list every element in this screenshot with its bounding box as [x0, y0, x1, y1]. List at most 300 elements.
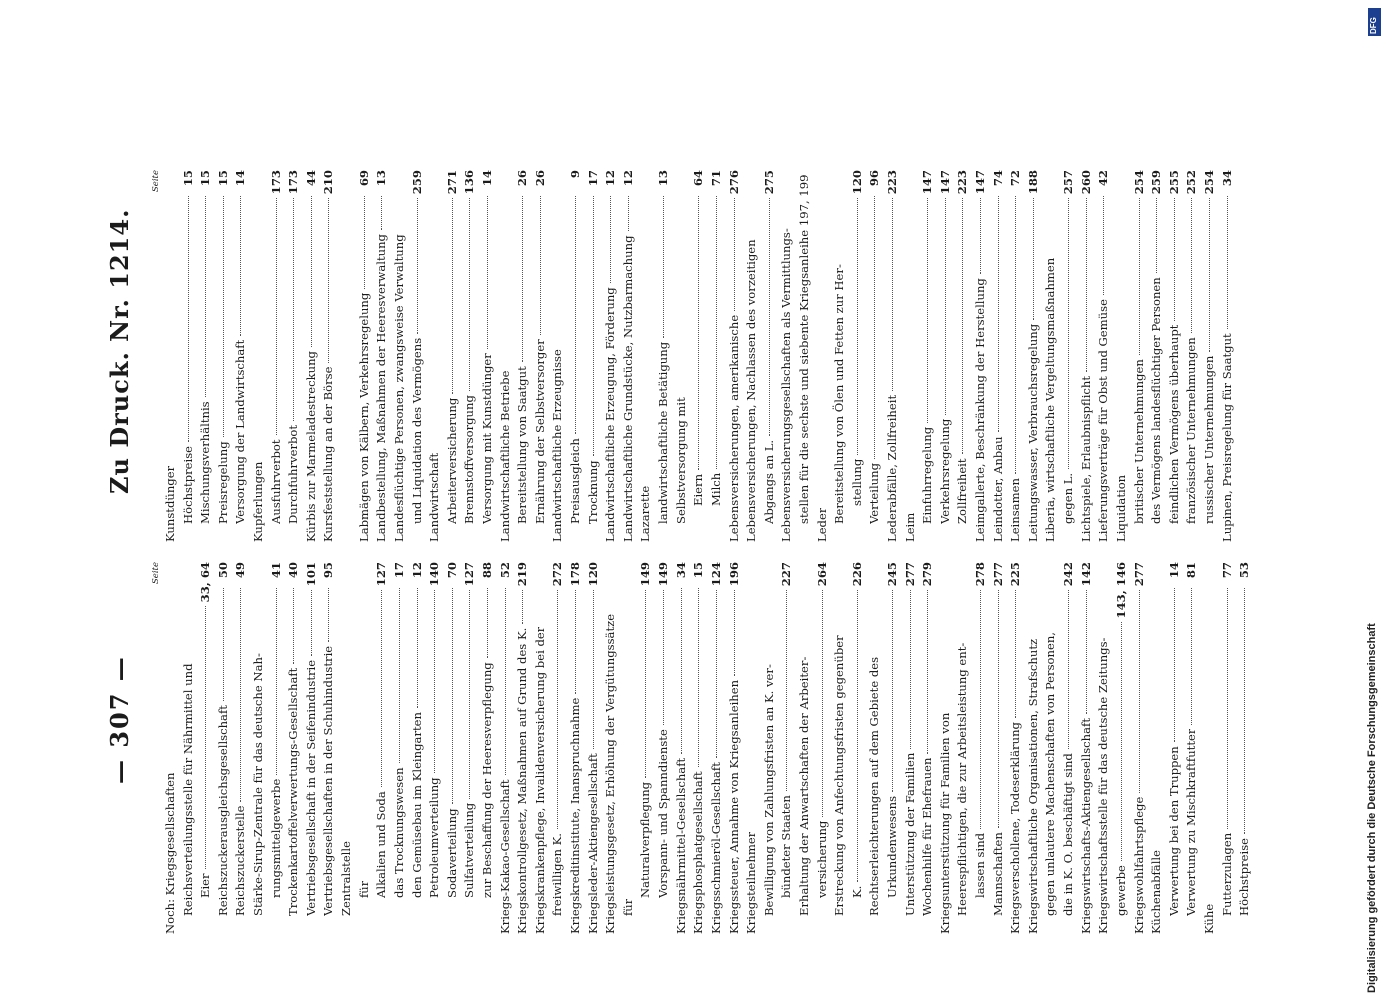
entry-page-number: 225 — [1008, 562, 1023, 587]
dot-leader — [1227, 196, 1228, 329]
rotated-document-page — [100, 170, 1252, 934]
dot-leader — [645, 590, 646, 778]
index-entry — [1095, 562, 1113, 934]
index-entry — [373, 170, 391, 542]
entry-text: Landwirtschaft — [427, 452, 442, 542]
entry-text: Lebensversicherungsgesellschaften als Vermittlungs- — [779, 228, 794, 542]
entry-page-number: 9 — [568, 170, 583, 179]
index-entry — [884, 562, 902, 934]
entry-page-number: 34 — [1219, 170, 1234, 187]
dot-leader — [822, 590, 823, 816]
index-entry — [1201, 562, 1219, 934]
index-entry — [497, 170, 515, 542]
index-entry — [655, 170, 673, 542]
index-entry — [162, 562, 180, 934]
entry-text: Petroleumverteilung — [427, 777, 442, 898]
index-entry — [620, 562, 638, 934]
dot-leader — [786, 590, 787, 791]
index-entry — [990, 170, 1008, 542]
index-entry — [1042, 170, 1060, 542]
index-entry — [409, 170, 427, 542]
entry-page-number: 259 — [1149, 170, 1164, 195]
entry-text: Erstreckung von Anfechtungsfristen gegenüber — [832, 635, 847, 916]
entry-page-number: 147 — [920, 170, 935, 195]
index-entry — [1148, 562, 1166, 934]
entry-page-number: 254 — [1201, 170, 1216, 195]
entry-text: Milch — [708, 472, 723, 506]
index-entry — [409, 562, 427, 934]
entry-text: Verwertung zu Mischkraftfutter — [1184, 728, 1199, 916]
entry-text: Lebensversicherungen, amerikanische — [726, 314, 741, 542]
entry-text: Landwirtschaftliche Betriebe — [497, 370, 512, 542]
index-entry — [197, 170, 215, 542]
entry-page-number: 96 — [867, 170, 882, 187]
index-entry — [954, 562, 972, 934]
entry-page-number: 53 — [1237, 562, 1252, 579]
index-entry — [954, 170, 972, 542]
entry-page-number: 15 — [180, 170, 195, 187]
index-entry — [831, 170, 849, 542]
index-entry — [937, 170, 955, 542]
entry-text: des Vermögens landesflüchtiger Personen — [1149, 277, 1164, 524]
dot-leader — [892, 590, 893, 792]
index-entry — [180, 562, 198, 934]
entry-text: Lieferungsverträge für Obst und Gemüse — [1096, 299, 1111, 542]
entry-page-number: 34 — [673, 562, 688, 579]
index-entry — [919, 170, 937, 542]
entry-page-number: 41 — [268, 562, 283, 579]
entry-text: Kühe — [1201, 903, 1216, 934]
entry-text: Versorgung mit Kunstdünger — [479, 353, 494, 524]
dot-leader — [1139, 198, 1140, 355]
index-entry — [1113, 170, 1131, 542]
index-entry — [285, 170, 303, 542]
index-entry — [532, 170, 550, 542]
dot-leader — [716, 590, 717, 758]
index-entry — [1025, 562, 1043, 934]
dot-leader — [188, 196, 189, 442]
entry-text: Futterzulagen — [1219, 832, 1234, 916]
index-entry — [726, 170, 744, 542]
dot-leader — [469, 198, 470, 391]
entry-text: Arbeiterversicherung — [444, 397, 459, 524]
digitization-note: Digitalisierung gefördert durch die Deutsche Forschungsgemeinschaft — [1366, 623, 1378, 993]
index-entry — [673, 562, 691, 934]
entry-text: Leinsamen — [1008, 478, 1023, 542]
entry-page-number: 74 — [990, 170, 1005, 187]
dot-leader — [998, 196, 999, 432]
entry-text: Urkundenwesens — [884, 795, 899, 898]
entry-text: Kriegskrankenpflege, Invalidenversicherung bei der — [532, 626, 547, 934]
dot-leader — [540, 196, 541, 335]
index-entry — [567, 562, 585, 934]
dot-leader — [575, 196, 576, 434]
entry-text: Rechtserleichterungen auf dem Gebiete des — [867, 656, 882, 916]
dot-leader — [276, 588, 277, 775]
entry-text: stellen für die sechste und siebente Kriegsanleihe 197, 199 — [796, 174, 811, 524]
entry-text: Stärke-Sirup-Zentrale für das deutsche Nah- — [251, 653, 266, 916]
entry-text: Naturalverpflegung — [638, 781, 653, 898]
entry-page-number: 64 — [691, 170, 706, 187]
entry-text: versicherung — [814, 820, 829, 898]
entry-text: landwirtschaftliche Betätigung — [656, 341, 671, 524]
entry-page-number: 142 — [1078, 562, 1093, 587]
index-entry — [479, 170, 497, 542]
index-entry — [1025, 170, 1043, 542]
dot-leader — [1068, 198, 1069, 469]
index-entry — [549, 170, 567, 542]
index-entry — [690, 562, 708, 934]
entry-page-number: 277 — [990, 562, 1005, 587]
index-entry — [972, 170, 990, 542]
entry-page-number: 178 — [568, 562, 583, 587]
index-entry — [356, 170, 374, 542]
entry-text: Leindotter, Anbau — [990, 436, 1005, 542]
index-entry — [1113, 562, 1131, 934]
index-entry — [902, 170, 920, 542]
entry-page-number: 52 — [497, 562, 512, 579]
entry-text: Wochenhilfe für Ehefrauen — [920, 757, 935, 916]
dot-leader — [892, 198, 893, 391]
entry-text: Zollfreiheit — [955, 458, 970, 524]
index-entry — [655, 562, 673, 934]
index-entry — [743, 562, 761, 934]
dot-leader — [399, 588, 400, 763]
entry-page-number: 275 — [761, 170, 776, 195]
dot-leader — [505, 588, 506, 775]
entry-page-number: 14 — [1166, 562, 1181, 579]
entry-text: Lupinen, Preisregelung für Saatgut — [1219, 333, 1234, 542]
dot-leader — [575, 590, 576, 693]
index-entry — [814, 562, 832, 934]
index-entry — [708, 562, 726, 934]
index-entry — [1060, 170, 1078, 542]
index-entry — [215, 170, 233, 542]
index-entry — [1201, 170, 1219, 542]
entry-text: Lebensversicherungen, Nachlassen des vorzeitigen — [744, 239, 759, 542]
index-entry — [1131, 562, 1149, 934]
entry-text: Kriegsleder-Aktiengesellschaft — [585, 753, 600, 934]
entry-text: Kriegsnährmittel-Gesellschaft — [673, 757, 688, 934]
entry-text: Leitungswasser, Verbrauchsregelung — [1025, 323, 1040, 542]
entry-text: Kriegssteuer, Annahme von Kriegsanleihen — [726, 679, 741, 934]
dot-leader — [522, 590, 523, 624]
entry-page-number: 26 — [532, 170, 547, 187]
entry-text: Reichszuckerstelle — [233, 805, 248, 916]
index-entry — [761, 562, 779, 934]
dot-leader — [610, 196, 611, 283]
entry-text: gewerbe — [1113, 865, 1128, 916]
entry-page-number: 277 — [902, 562, 917, 587]
entry-text: zur Beschaffung der Heeresverpflegung — [479, 662, 494, 898]
index-entry — [849, 562, 867, 934]
entry-text: Lederabfälle, Zollfreiheit — [884, 394, 899, 542]
entry-text: Leimgallerte, Beschränkung der Herstellung — [973, 278, 988, 542]
dot-leader — [1086, 590, 1087, 714]
index-entry — [532, 562, 550, 934]
entry-text: Reichsverteilungsstelle für Nährmittel und — [180, 663, 195, 916]
dot-leader — [452, 198, 453, 393]
entry-text: Preisregelung — [215, 441, 230, 524]
index-entry — [497, 562, 515, 934]
dot-leader — [1244, 588, 1245, 834]
seite-label: Seite — [151, 170, 161, 193]
entry-text: Kunstdünger — [163, 465, 177, 542]
index-entry — [1183, 170, 1201, 542]
entry-page-number: 40 — [286, 562, 301, 579]
index-entry — [1166, 170, 1184, 542]
entry-text: Kriegsverschollene, Todeserklärung — [1008, 722, 1023, 934]
entry-text: Kursfeststellung an der Börse — [321, 366, 336, 542]
index-entry — [250, 170, 268, 542]
index-entry — [232, 562, 250, 934]
entry-page-number: 77 — [1219, 562, 1234, 579]
index-entry — [708, 170, 726, 542]
entry-page-number: 223 — [955, 170, 970, 195]
index-entry — [602, 170, 620, 542]
entry-text: Sulfatverteilung — [462, 802, 477, 898]
entry-page-number: 72 — [1008, 170, 1023, 187]
entry-text: Trockenkartoffelverwertungs-Gesellschaft — [286, 667, 301, 916]
index-entry — [866, 562, 884, 934]
dot-leader — [328, 588, 329, 642]
entry-text: Kriegsschmieröl-Gesellschaft — [708, 762, 723, 934]
entry-page-number: 17 — [391, 562, 406, 579]
entry-text: für — [620, 898, 635, 916]
index-entry — [990, 562, 1008, 934]
dot-leader — [381, 196, 382, 230]
index-entry — [373, 562, 391, 934]
dot-leader — [364, 196, 365, 289]
index-entry — [690, 170, 708, 542]
dot-leader — [927, 590, 928, 753]
index-entry — [637, 170, 655, 542]
dot-leader — [1156, 198, 1157, 273]
entry-text: stellung — [849, 458, 864, 506]
dot-leader — [417, 198, 418, 334]
dot-leader — [1174, 198, 1175, 320]
index-entry — [232, 170, 250, 542]
entry-text: bündeter Staaten — [779, 795, 794, 898]
entry-text: Selbstversorgung mit — [673, 397, 688, 524]
entry-page-number: 81 — [1184, 562, 1199, 579]
entry-page-number: 15 — [691, 562, 706, 579]
dot-leader — [223, 196, 224, 437]
entry-page-number: 50 — [215, 562, 230, 579]
index-entry — [320, 170, 338, 542]
entry-text: Kriegsteilnehmer — [744, 831, 759, 934]
dfg-logo: DFG — [1368, 8, 1381, 36]
entry-page-number: 33, 64 — [198, 562, 213, 603]
dot-leader — [557, 590, 558, 829]
entry-page-number: 242 — [1061, 562, 1076, 587]
entry-text: Alkalien und Soda — [374, 791, 389, 898]
entry-text: Reichszuckerausgleichsgesellschaft — [215, 705, 230, 916]
index-entry — [761, 170, 779, 542]
entry-text: freiwilligen K. — [550, 833, 565, 916]
dot-leader — [293, 588, 294, 664]
entry-text: britischer Unternehmungen — [1131, 359, 1146, 524]
dot-leader — [487, 588, 488, 658]
dot-leader — [311, 196, 312, 347]
index-entry — [567, 170, 585, 542]
index-entry — [972, 562, 990, 934]
entry-page-number: 271 — [444, 170, 459, 195]
dot-leader — [240, 588, 241, 802]
index-entry — [162, 170, 180, 542]
dot-leader — [1103, 196, 1104, 295]
dot-leader — [945, 198, 946, 414]
entry-text: Eier — [198, 873, 213, 898]
index-entry — [426, 562, 444, 934]
entry-text: das Trocknungswesen — [391, 767, 406, 898]
entry-page-number: 173 — [268, 170, 283, 195]
entry-text: Bewilligung von Zahlungsfristen an K. ver- — [761, 664, 776, 916]
entry-text: rungsmittelgewerbe — [268, 778, 283, 898]
index-entry — [338, 170, 356, 542]
entry-text: Kürbis zur Marmeladestreckung — [303, 351, 318, 542]
dot-leader — [240, 196, 241, 336]
entry-text: Höchstpreise — [1237, 837, 1252, 916]
dot-leader — [1015, 590, 1016, 718]
dot-leader — [522, 196, 523, 362]
dot-leader — [381, 590, 382, 787]
entry-page-number: 13 — [374, 170, 389, 187]
index-entry — [391, 170, 409, 542]
entry-page-number: 264 — [814, 562, 829, 587]
entry-text: K. — [849, 885, 864, 898]
entry-text: Landwirtschaftliche Erzeugung, Förderung — [603, 287, 618, 542]
entry-page-number: 17 — [585, 170, 600, 187]
index-entry — [1183, 562, 1201, 934]
index-entry — [919, 562, 937, 934]
dot-leader — [1191, 588, 1192, 725]
index-entry — [778, 562, 796, 934]
entry-page-number: 95 — [321, 562, 336, 579]
entry-page-number: 70 — [444, 562, 459, 579]
dot-leader — [874, 196, 875, 459]
entry-text: Kriegswohlfahrtspflege — [1131, 796, 1146, 934]
index-entry — [778, 170, 796, 542]
entry-text: Kupferlungen — [251, 461, 266, 542]
index-entry — [285, 562, 303, 934]
entry-text: Kriegskontrollgesetz, Maßnahmen auf Grund des K. — [515, 627, 530, 934]
index-entry — [215, 562, 233, 934]
entry-text: Liquidation — [1113, 474, 1128, 542]
entry-text: Kriegskreditinstitute, Inanspruchnahme — [568, 697, 583, 934]
dot-leader — [734, 590, 735, 676]
entry-page-number: 173 — [286, 170, 301, 195]
index-entry — [391, 562, 409, 934]
entry-text: Bereitstellung von Ölen und Fetten zur Her- — [832, 264, 847, 524]
entry-text: Verteilung — [867, 462, 882, 524]
entry-page-number: 272 — [550, 562, 565, 587]
index-column-left — [151, 562, 1254, 934]
dot-leader — [980, 590, 981, 829]
entry-text: Mannschaften — [990, 832, 1005, 916]
index-entry — [1236, 562, 1254, 934]
entry-page-number: 15 — [198, 170, 213, 187]
entry-page-number: 260 — [1078, 170, 1093, 195]
index-entry — [320, 562, 338, 934]
entry-text: Unterstützung der Familien — [902, 752, 917, 916]
index-entry — [1078, 170, 1096, 542]
entry-text: die in K. O. beschäftigt sind — [1061, 753, 1076, 916]
index-entry — [1060, 562, 1078, 934]
index-entry — [197, 562, 215, 934]
entry-page-number: 14 — [479, 170, 494, 187]
index-entry — [461, 562, 479, 934]
entry-text: feindlichen Vermögens überhaupt — [1166, 324, 1181, 524]
entry-text: Mischungsverhältnis — [198, 401, 213, 524]
dot-leader — [769, 198, 770, 436]
dot-leader — [1209, 198, 1210, 351]
index-entry — [796, 562, 814, 934]
entry-text: den Gemüsebau im Kleingarten — [409, 712, 424, 898]
dot-leader — [1139, 590, 1140, 792]
dot-leader — [452, 588, 453, 804]
entry-page-number: 227 — [779, 562, 794, 587]
entry-text: Durchfuhrverbot — [286, 424, 301, 524]
entry-page-number: 223 — [884, 170, 899, 195]
dot-leader — [681, 588, 682, 754]
dot-leader — [1033, 198, 1034, 320]
entry-page-number: 245 — [884, 562, 899, 587]
dot-leader — [328, 198, 329, 362]
index-entry — [1042, 562, 1060, 934]
index-entry — [514, 562, 532, 934]
entry-text: Zentralstelle — [339, 841, 354, 916]
entry-page-number: 147 — [973, 170, 988, 195]
entry-text: Lichtspiele, Erlaubnispflicht — [1078, 375, 1093, 542]
entry-text: gegen unlautere Machenschaften von Personen, — [1043, 632, 1058, 916]
dot-leader — [1174, 588, 1175, 742]
index-column-right — [151, 170, 1236, 542]
dot-leader — [734, 198, 735, 311]
index-entry — [426, 170, 444, 542]
entry-page-number: 277 — [1131, 562, 1146, 587]
entry-page-number: 278 — [973, 562, 988, 587]
entry-page-number: 210 — [321, 170, 336, 195]
entry-text: Kriegswirtschaftliche Organisationen, Strafschutz — [1025, 638, 1040, 934]
entry-page-number: 13 — [656, 170, 671, 187]
dot-leader — [1015, 196, 1016, 474]
index-entry — [303, 170, 321, 542]
dot-leader — [1121, 622, 1122, 861]
entry-text: Landesflüchtige Personen, zwangsweise Verwaltung — [391, 234, 406, 542]
index-entry — [1095, 170, 1113, 542]
entry-text: und Liquidation des Vermögens — [409, 337, 424, 524]
entry-text: Preisausgleich — [568, 438, 583, 524]
index-entry — [902, 562, 920, 934]
entry-page-number: 49 — [233, 562, 248, 579]
entry-page-number: 136 — [462, 170, 477, 195]
entry-page-number: 149 — [638, 562, 653, 587]
dot-leader — [1068, 590, 1069, 749]
entry-page-number: 219 — [515, 562, 530, 587]
entry-text: Eiern — [691, 473, 706, 506]
entry-text: Höchstpreise — [180, 445, 195, 524]
dot-leader — [857, 198, 858, 455]
entry-text: Vorspann- und Spanndienste — [656, 729, 671, 898]
entry-page-number: 124 — [708, 562, 723, 587]
index-entry — [937, 562, 955, 934]
dot-leader — [276, 198, 277, 435]
index-entry — [849, 170, 867, 542]
entry-text: Einfuhrregelung — [920, 426, 935, 524]
index-entry — [180, 170, 198, 542]
entry-page-number: 14 — [233, 170, 248, 187]
